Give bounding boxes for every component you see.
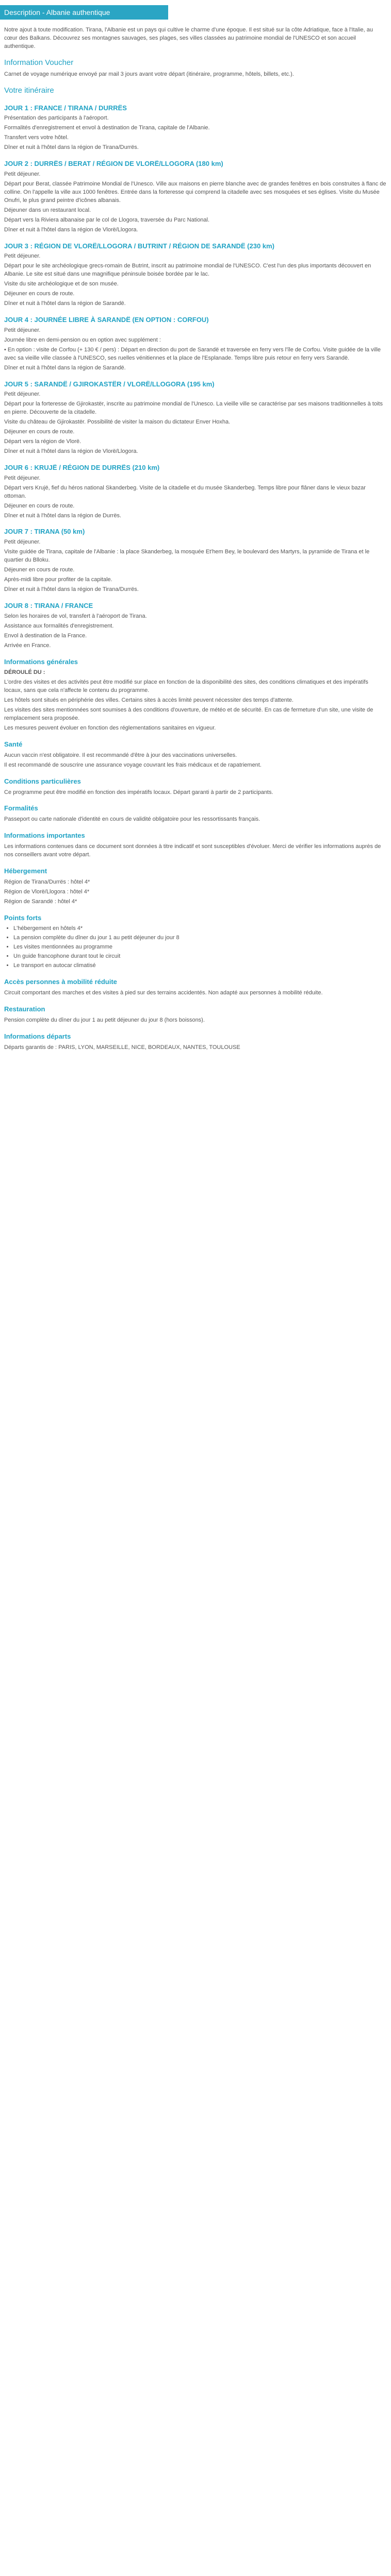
accommodation-title: Hébergement (4, 867, 47, 875)
day-paragraph: Dîner et nuit à l'hôtel dans la région de Vlorë/Llogora. (4, 448, 138, 455)
info-general-p0: L'ordre des visites et des activités peut être modifié sur place en fonction de la disponibilité des sites, des conditions climatiques et des impératifs locaux, sans que cela n'affecte le contenu du programme. (4, 679, 368, 694)
list-item: • Un guide francophone durant tout le circuit (13, 953, 387, 961)
info-important-text: Les informations contenues dans ce document sont données à titre indicatif et sont susceptibles d'évoluer. Merci de vérifier les informations auprès de nos conseillers avant votre départ. (4, 843, 381, 858)
day-paragraph: Formalités d'enregistrement et envol à destination de Tirana, capitale de l'Albanie. (4, 125, 210, 131)
day-title: JOUR 3 : RÉGION DE VLORË/LLOGORA / BUTRINT / RÉGION DE SARANDË (230 km) (4, 242, 274, 250)
day-paragraph: Déjeuner en cours de route. (4, 291, 75, 297)
info-general-subtitle: DÉROULÉ DU : (4, 669, 45, 676)
day-paragraph: • En option : visite de Corfou (+ 130 € / pers) : Départ en direction du port de Sarandë et traversée en ferry vers l'île de Corfou. Visite guidée de la ville avec sa vieille ville classée à l'UNESCO, ses ruelles vénitiennes et la place de l'Esplanade. Temps libre puis retour en ferry vers Sarandë. (4, 346, 381, 361)
day-paragraph: Visite guidée de Tirana, capitale de l'Albanie : la place Skanderbeg, la mosquée Et'hem Bey, le boulevard des Martyrs, la pyramide de Tirana et le quartier du Blloku. (4, 549, 370, 564)
accommodation-hotel: Région de Tirana/Durrës : hôtel 4* (4, 878, 90, 885)
conditions-section (0, 777, 391, 797)
list-item: • L'hébergement en hôtels 4* (13, 925, 387, 933)
day-paragraph: Départ vers Krujë, fief du héros national Skanderbeg. Visite de la citadelle et du musée Skanderbeg. Temps libre pour flâner dans le vieux bazar ottoman. (4, 484, 366, 499)
info-general-section (0, 657, 391, 733)
day-block (4, 463, 387, 520)
info-general-title: Informations générales (4, 657, 78, 666)
info-voucher-section (0, 57, 391, 79)
day-block (4, 527, 387, 594)
itinerary-title: Votre itinéraire (4, 86, 54, 95)
accessibility-text: Circuit comportant des marches et des visites à pied sur des terrains accidentés. Non adapté aux personnes à mobilité réduite. (4, 989, 323, 996)
day-paragraph: Dîner et nuit à l'hôtel dans la région de Sarandë. (4, 364, 126, 371)
day-block (4, 315, 387, 372)
day-paragraph: Déjeuner dans un restaurant local. (4, 207, 91, 213)
day-paragraph: Arrivée en France. (4, 642, 51, 649)
info-general-p3: Les mesures peuvent évoluer en fonction des réglementations sanitaires en vigueur. (4, 725, 216, 732)
day-paragraph: Selon les horaires de vol, transfert à l'aéroport de Tirana. (4, 613, 147, 619)
info-general-p2: Les visites des sites mentionnées sont soumises à des conditions d'ouverture, de météo et de sécurité. En cas de fermeture d'un site, une visite de remplacement sera proposée. (4, 707, 373, 722)
day-paragraph: Transfert vers votre hôtel. (4, 134, 69, 141)
conditions-text: Ce programme peut être modifié en fonction des impératifs locaux. Départ garanti à partir de 2 participants. (4, 789, 273, 795)
formalities-text: Passeport ou carte nationale d'identité en cours de validité obligatoire pour les ressortissants français. (4, 816, 260, 823)
day-paragraph: Visite du site archéologique et de son musée. (4, 281, 119, 287)
day-title: JOUR 8 : TIRANA / FRANCE (4, 601, 93, 609)
day-paragraph: Petit déjeuner. (4, 539, 41, 546)
day-title: JOUR 1 : FRANCE / TIRANA / DURRËS (4, 104, 127, 112)
accessibility-section (0, 977, 391, 997)
health-p1: Il est recommandé de souscrire une assurance voyage couvrant les frais médicaux et de rapatriement. (4, 761, 262, 768)
day-paragraph: Départ pour Berat, classée Patrimoine Mondial de l'Unesco. Ville aux maisons en pierre blanche avec de grandes fenêtres en bois construites à flanc de colline. On l'appelle la ville aux 1000 fenêtres. Entrée dans la forteresse qui comprend la citadelle avec ses mosquées et ses églises. Visite du Musée Onufri, le plus grand peintre d'icônes albanais. (4, 180, 386, 204)
description-banner: Description - Albanie authentique (0, 5, 168, 20)
day-paragraph: Assistance aux formalités d'enregistrement. (4, 622, 114, 629)
day-paragraph: Départ vers la Riviera albanaise par le col de Llogora, traversée du Parc National. (4, 216, 210, 223)
page (0, 0, 391, 1069)
ports-text: Départs garantis de : PARIS, LYON, MARSEILLE, NICE, BORDEAUX, NANTES, TOULOUSE (4, 1044, 240, 1050)
day-title: JOUR 6 : KRUJË / RÉGION DE DURRËS (210 km) (4, 463, 160, 471)
day-block (4, 159, 387, 234)
day-paragraph: Dîner et nuit à l'hôtel dans la région de Durrës. (4, 512, 122, 519)
day-title: JOUR 7 : TIRANA (50 km) (4, 528, 85, 536)
days-list (4, 104, 387, 650)
restaurant-title: Restauration (4, 1005, 45, 1013)
health-p0: Aucun vaccin n'est obligatoire. Il est recommandé d'être à jour des vaccinations universelles. (4, 752, 237, 758)
day-paragraph: Déjeuner en cours de route. (4, 502, 75, 509)
day-paragraph: Journée libre en demi-pension ou en option avec supplément : (4, 336, 161, 343)
info-voucher-text: Carnet de voyage numérique envoyé par mail 3 jours avant votre départ (itinéraire, programme, hôtels, billets, etc.). (4, 71, 294, 77)
day-paragraph: Départ vers la région de Vlorë. (4, 438, 82, 445)
intro-text: Notre ajout à toute modification. Tirana, l'Albanie est un pays qui cultive le charme d'une époque. Il est situé sur la côte Adriatique, face à l'Italie, au cœur des Balkans. Découvrez ses montagnes sauvages, ses plages, ses villes classées au patrimoine mondial de l'UNESCO et son accueil authentique. (4, 27, 373, 50)
info-important-section (0, 831, 391, 859)
day-title: JOUR 5 : SARANDË / GJIROKASTËR / VLORË/LLOGORA (195 km) (4, 380, 215, 388)
formalities-section (0, 804, 391, 824)
day-paragraph: Visite du château de Gjirokastër. Possibilité de visiter la maison du dictateur Enver Hoxha. (4, 419, 231, 426)
conditions-title: Conditions particulières (4, 777, 81, 785)
day-block (4, 104, 387, 152)
intro-section (0, 26, 391, 51)
list-item: • La pension complète du dîner du jour 1 au petit déjeuner du jour 8 (13, 934, 387, 942)
day-paragraph: Départ pour le site archéologique grecs-romain de Butrint, inscrit au patrimoine mondial de l'UNESCO. C'est l'un des plus importants découvert en Albanie. Le site est situé dans une magnifique péninsule boisée bordée par le lac. (4, 263, 371, 278)
restaurant-section (0, 1005, 391, 1025)
day-paragraph: Dîner et nuit à l'hôtel dans la région de Tirana/Durrës. (4, 144, 139, 151)
day-block (4, 601, 387, 650)
day-title: JOUR 4 : JOURNÉE LIBRE À SARANDË (EN OPTION : CORFOU) (4, 316, 209, 324)
day-block (4, 380, 387, 456)
health-section (0, 740, 391, 770)
included-title: Points forts (4, 913, 42, 922)
itinerary-section (0, 85, 391, 650)
day-paragraph: Départ pour la forteresse de Gjirokastër, inscrite au patrimoine mondial de l'Unesco. La vieille ville se caractérise par ses maisons traditionnelles à toits en pierre. Découverte de la citadelle. (4, 401, 383, 416)
day-paragraph: Petit déjeuner. (4, 253, 41, 260)
included-list (13, 925, 387, 970)
list-item: • Le transport en autocar climatisé (13, 962, 387, 970)
list-item: • Les visites mentionnées au programme (13, 943, 387, 952)
day-block (4, 242, 387, 308)
day-paragraph: Dîner et nuit à l'hôtel dans la région de Vlorë/Llogora. (4, 226, 138, 233)
health-title: Santé (4, 740, 23, 748)
day-paragraph: Envol à destination de la France. (4, 632, 87, 639)
info-voucher-title: Information Voucher (4, 58, 74, 67)
accessibility-title: Accès personnes à mobilité réduite (4, 978, 117, 986)
day-paragraph: Petit déjeuner. (4, 327, 41, 333)
formalities-title: Formalités (4, 804, 38, 812)
accommodation-hotel: Région de Sarandë : hôtel 4* (4, 898, 77, 905)
day-paragraph: Dîner et nuit à l'hôtel dans la région de Tirana/Durrës. (4, 586, 139, 593)
info-general-p1: Les hôtels sont situés en périphérie des villes. Certains sites à accès limité peuvent nécessiter des temps d'attente. (4, 697, 294, 704)
accommodation-section (0, 867, 391, 906)
ports-section (0, 1032, 391, 1052)
included-section (0, 913, 391, 971)
day-paragraph: Présentation des participants à l'aéroport. (4, 115, 109, 122)
accommodation-hotel: Région de Vlorë/Llogora : hôtel 4* (4, 888, 90, 895)
day-paragraph: Petit déjeuner. (4, 171, 41, 177)
day-paragraph: Petit déjeuner. (4, 391, 41, 398)
day-paragraph: Déjeuner en cours de route. (4, 567, 75, 573)
day-title: JOUR 2 : DURRËS / BERAT / RÉGION DE VLORË/LLOGORA (180 km) (4, 160, 223, 168)
info-important-title: Informations importantes (4, 832, 85, 840)
day-paragraph: Dîner et nuit à l'hôtel dans la région de Sarandë. (4, 300, 126, 307)
day-paragraph: Déjeuner en cours de route. (4, 429, 75, 435)
day-paragraph: Après-midi libre pour profiter de la capitale. (4, 577, 112, 583)
restaurant-text: Pension complète du dîner du jour 1 au petit déjeuner du jour 8 (hors boissons). (4, 1016, 205, 1023)
ports-title: Informations départs (4, 1032, 71, 1040)
day-paragraph: Petit déjeuner. (4, 474, 41, 481)
